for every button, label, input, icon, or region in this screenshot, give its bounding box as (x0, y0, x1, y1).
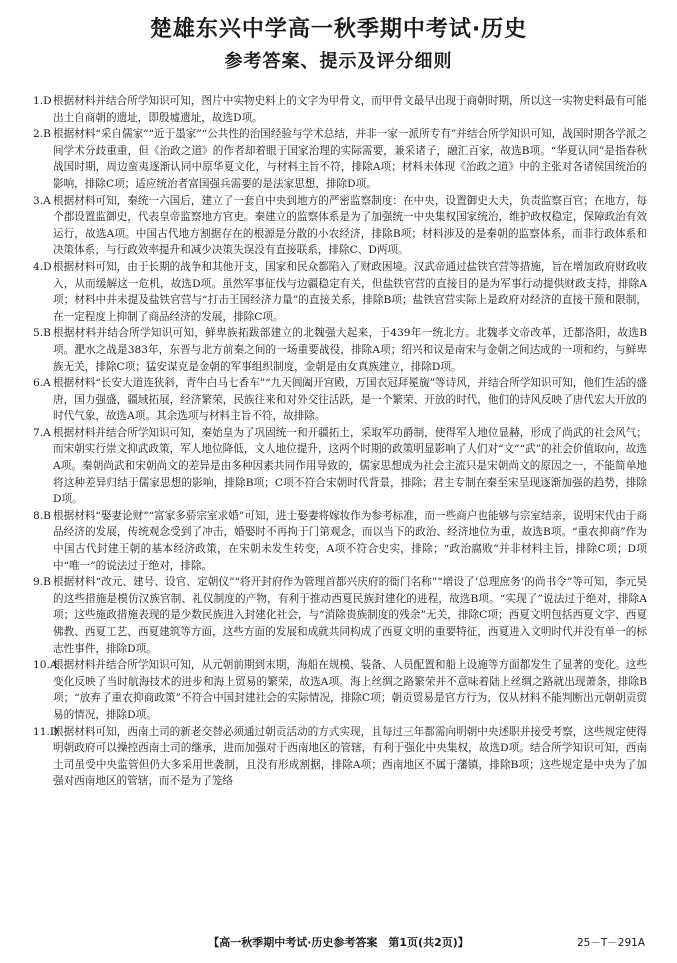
answer-item-10 (33, 657, 647, 723)
answer-item-2 (33, 126, 647, 192)
answer-text: 根据材料可知，秦统一六国后，建立了一套自中央到地方的严密监察制度：在中央，设置御史大夫，负责监察百官；在地方，每个郡设置监御史，代表皇帝监察地方官吏。秦建立的监察体系是为了加强统一中央集权国家统治，维护政权稳定，保障政治有效运行，故选A项。中国古代地方割据存在的根源是分散的小农经济，排除B项；材料涉及的是秦朝的监察体系，而非行政体系和决策体系，与行政效率提升和减少决策失误没有直接联系，排除C、D两项。 (53, 194, 647, 257)
answer-number: 4.D (33, 260, 52, 273)
answer-text: 根据材料“长安大道连狭斜，青牛白马七香车”“九天阊阖开宫殿，万国衣冠拜冕旒”等诗风，并结合所学知识可知，他们生活的盛唐，国力强盛，疆域拓展，经济繁荣，民族往来和对外交往活跃，是一个繁荣、开放的时代，他们的诗风反映了唐代宏大开放的时代气象，故选A项。其余选项与材料主旨不符，故排除。 (53, 377, 647, 423)
answer-item-11 (33, 724, 647, 790)
answer-list (33, 93, 647, 913)
answer-text: 根据材料可知，由于长期的战争和其他开支，国家和民众都陷入了财政困境。汉武帝通过盐铁官营等措施，旨在增加政府财政收入，从而缓解这一危机，故选D项。虽然军事征伐与边疆稳定有关，但盐铁官营的直接目的是为军事行动提供财政支持，排除A项；材料中并未提及盐铁官营与“打击王国经济力量”的直接关系，排除B项；盐铁官营实际上是政府对经济的直接干预和限制，在一定程度上抑制了商品经济的发展，排除C项。 (53, 260, 647, 323)
answer-text: 根据材料“娶妻论财”“富家多骄宗室求婚”可知，进士娶妻将嫁妆作为参考标准，而一些商户也能够与宗室结亲，说明宋代由于商品经济的发展，传统观念受到了冲击，婚娶时不再拘于门第观念，而以当下的政治、经济地位为重，故选B项。“重农抑商”作为中国古代封建王朝的基本经济政策，在宋朝未发生转变，A项不符合史实，排除；“政治腐败”并非材料主旨，排除C项；D项中“唯一”的说法过于绝对，排除。 (53, 509, 647, 572)
answer-number: 8.B (33, 509, 51, 522)
answer-text: 根据材料并结合所学知识可知，从元朝前期到末期，海船在规模、装备、人员配置和船上设施等方面都发生了显著的变化。这些变化反映了当时航海技术的进步和海上贸易的繁荣，故选A项。海上丝绸之路繁荣并不意味着陆上丝绸之路就出现萧条，排除B项；“放弃了重农抑商政策”不符合中国封建社会的实际情况，排除C项；朝贡贸易是官方行为，仅从材料不能判断出元朝朝贡贸易的情况，排除D项。 (53, 659, 647, 721)
answer-item-9 (33, 574, 647, 657)
answer-text: 根据材料可知，西南土司的新老交替必须通过朝贡活动的方式实现，且每过三年都需向明朝中央述职并接受考察，这些规定使得明朝政府可以操控西南土司的继承，进而加强对于西南地区的管辖，有利于强化中央集权，故选D项。结合所学知识可知，西南土司虽受中央监管但仍大多采用世袭制，且没有形成割据，排除A项；西南地区不属于藩镇，排除B项；这些规定是中央为了加强对西南地区的管辖，而不是为了笼络 (53, 725, 647, 788)
answer-item-6 (33, 375, 647, 425)
answer-number: 7.A (33, 426, 51, 439)
answer-text: 根据材料并结合所学知识可知，鲜卑族拓跋部建立的北魏强大起来，于439年一统北方。北魏孝文帝改革，迁都洛阳，故选B项。淝水之战是383年，东晋与北方前秦之间的一场重要战役，排除A项；绍兴和议是南宋与金朝之间达成的一项和约，与鲜卑族无关，排除C项；猛安谋克是金朝的军事组织制度，金朝是由女真族建立，排除D项。 (53, 327, 647, 373)
answer-item-1 (33, 93, 647, 126)
page-footer (0, 934, 677, 952)
answer-number: 5.B (33, 327, 51, 340)
answer-item-5 (33, 325, 647, 375)
answer-text: 根据材料并结合所学知识可知，秦始皇为了巩固统一和开疆拓土，采取军功爵制，使得军人地位显赫，形成了尚武的社会风气；而宋朝实行崇文抑武政策，军人地位降低，文人地位提升，这两个时期的政策明显影响了人们对“文”“武”的社会价值取向，故选A项。秦朝尚武和宋朝尚文的差异是由多种因素共同作用导致的，儒家思想成为社会主流只是宋朝尚文的原因之一，不能简单地将这种差异归结于儒家思想的影响，排除B项；C项不符合宋朝时代背景，排除；君主专制在秦至宋呈现逐渐加强的趋势，排除D项。 (53, 426, 647, 506)
answer-text: 根据材料“改元、建号、设官、定朝仪”“将开封府作为管理首都兴庆府的衙门名称”“增设了‘总理庶务’的尚书令”等可知，李元昊的这些措施是模仿汉族官制、礼仪制度的产物，有利于推动西夏民族封建化的进程，故选B项。“实现了”说法过于绝对，排除A项；这些施政措施表现的是少数民族进入封建化社会，与“消除贵族制度的残余”无关，排除C项；西夏文明包括西夏文字、西夏佛教、西夏工艺、西夏建筑等方面，这些方面的发展和成就共同构成了西夏文明的重要特征，西夏进入文明时代并没有单一的标志性事件，排除D项。 (53, 576, 647, 655)
answer-number: 10.A (33, 659, 58, 672)
footer-page-info: 【高一秋季期中考试·历史参考答案 第1页(共2页)】 (208, 936, 469, 949)
answer-item-3 (33, 193, 647, 259)
answer-text: 根据材料并结合所学知识可知，图片中实物史料上的文字为甲骨文，而甲骨文最早出现于商朝时期，所以这一实物史料最有可能出土自商朝的遗址，即殷墟遗址，故选D项。 (53, 95, 647, 124)
answer-number: 3.A (33, 194, 51, 207)
answer-text: 根据材料“采自儒家”“近于墨家”“公共性的治国经验与学术总结，并非一家一派所专有”并结合所学知识可知，战国时期各学派之间学术分歧重重，但《治政之道》的作者却着眼于国家治理的实际需要，兼采诸子，融汇百家，故选B项。“华夏认同”是指春秋战国时期，周边蛮夷逐渐认同中原华夏文化，与材料主旨不符，排除A项；材料未体现《治政之道》中的主张对各诸侯国统治的影响，排除C项；适应统治者富国强兵需要的是法家思想，排除D项。 (53, 128, 647, 190)
footer-exam-code: 25－T－291A (577, 937, 645, 949)
answer-number: 9.B (33, 576, 51, 589)
page-subtitle: 参考答案、提示及评分细则 (224, 51, 453, 72)
answer-number: 6.A (33, 377, 51, 390)
answer-number: 1.D (33, 95, 52, 107)
answer-number: 2.B (33, 128, 51, 141)
page-title: 楚雄东兴中学高一秋季期中考试·历史 (149, 17, 528, 42)
answer-number: 11.D (33, 725, 59, 738)
answer-item-7 (33, 425, 647, 508)
answer-item-4 (33, 259, 647, 325)
answer-item-8 (33, 508, 647, 574)
